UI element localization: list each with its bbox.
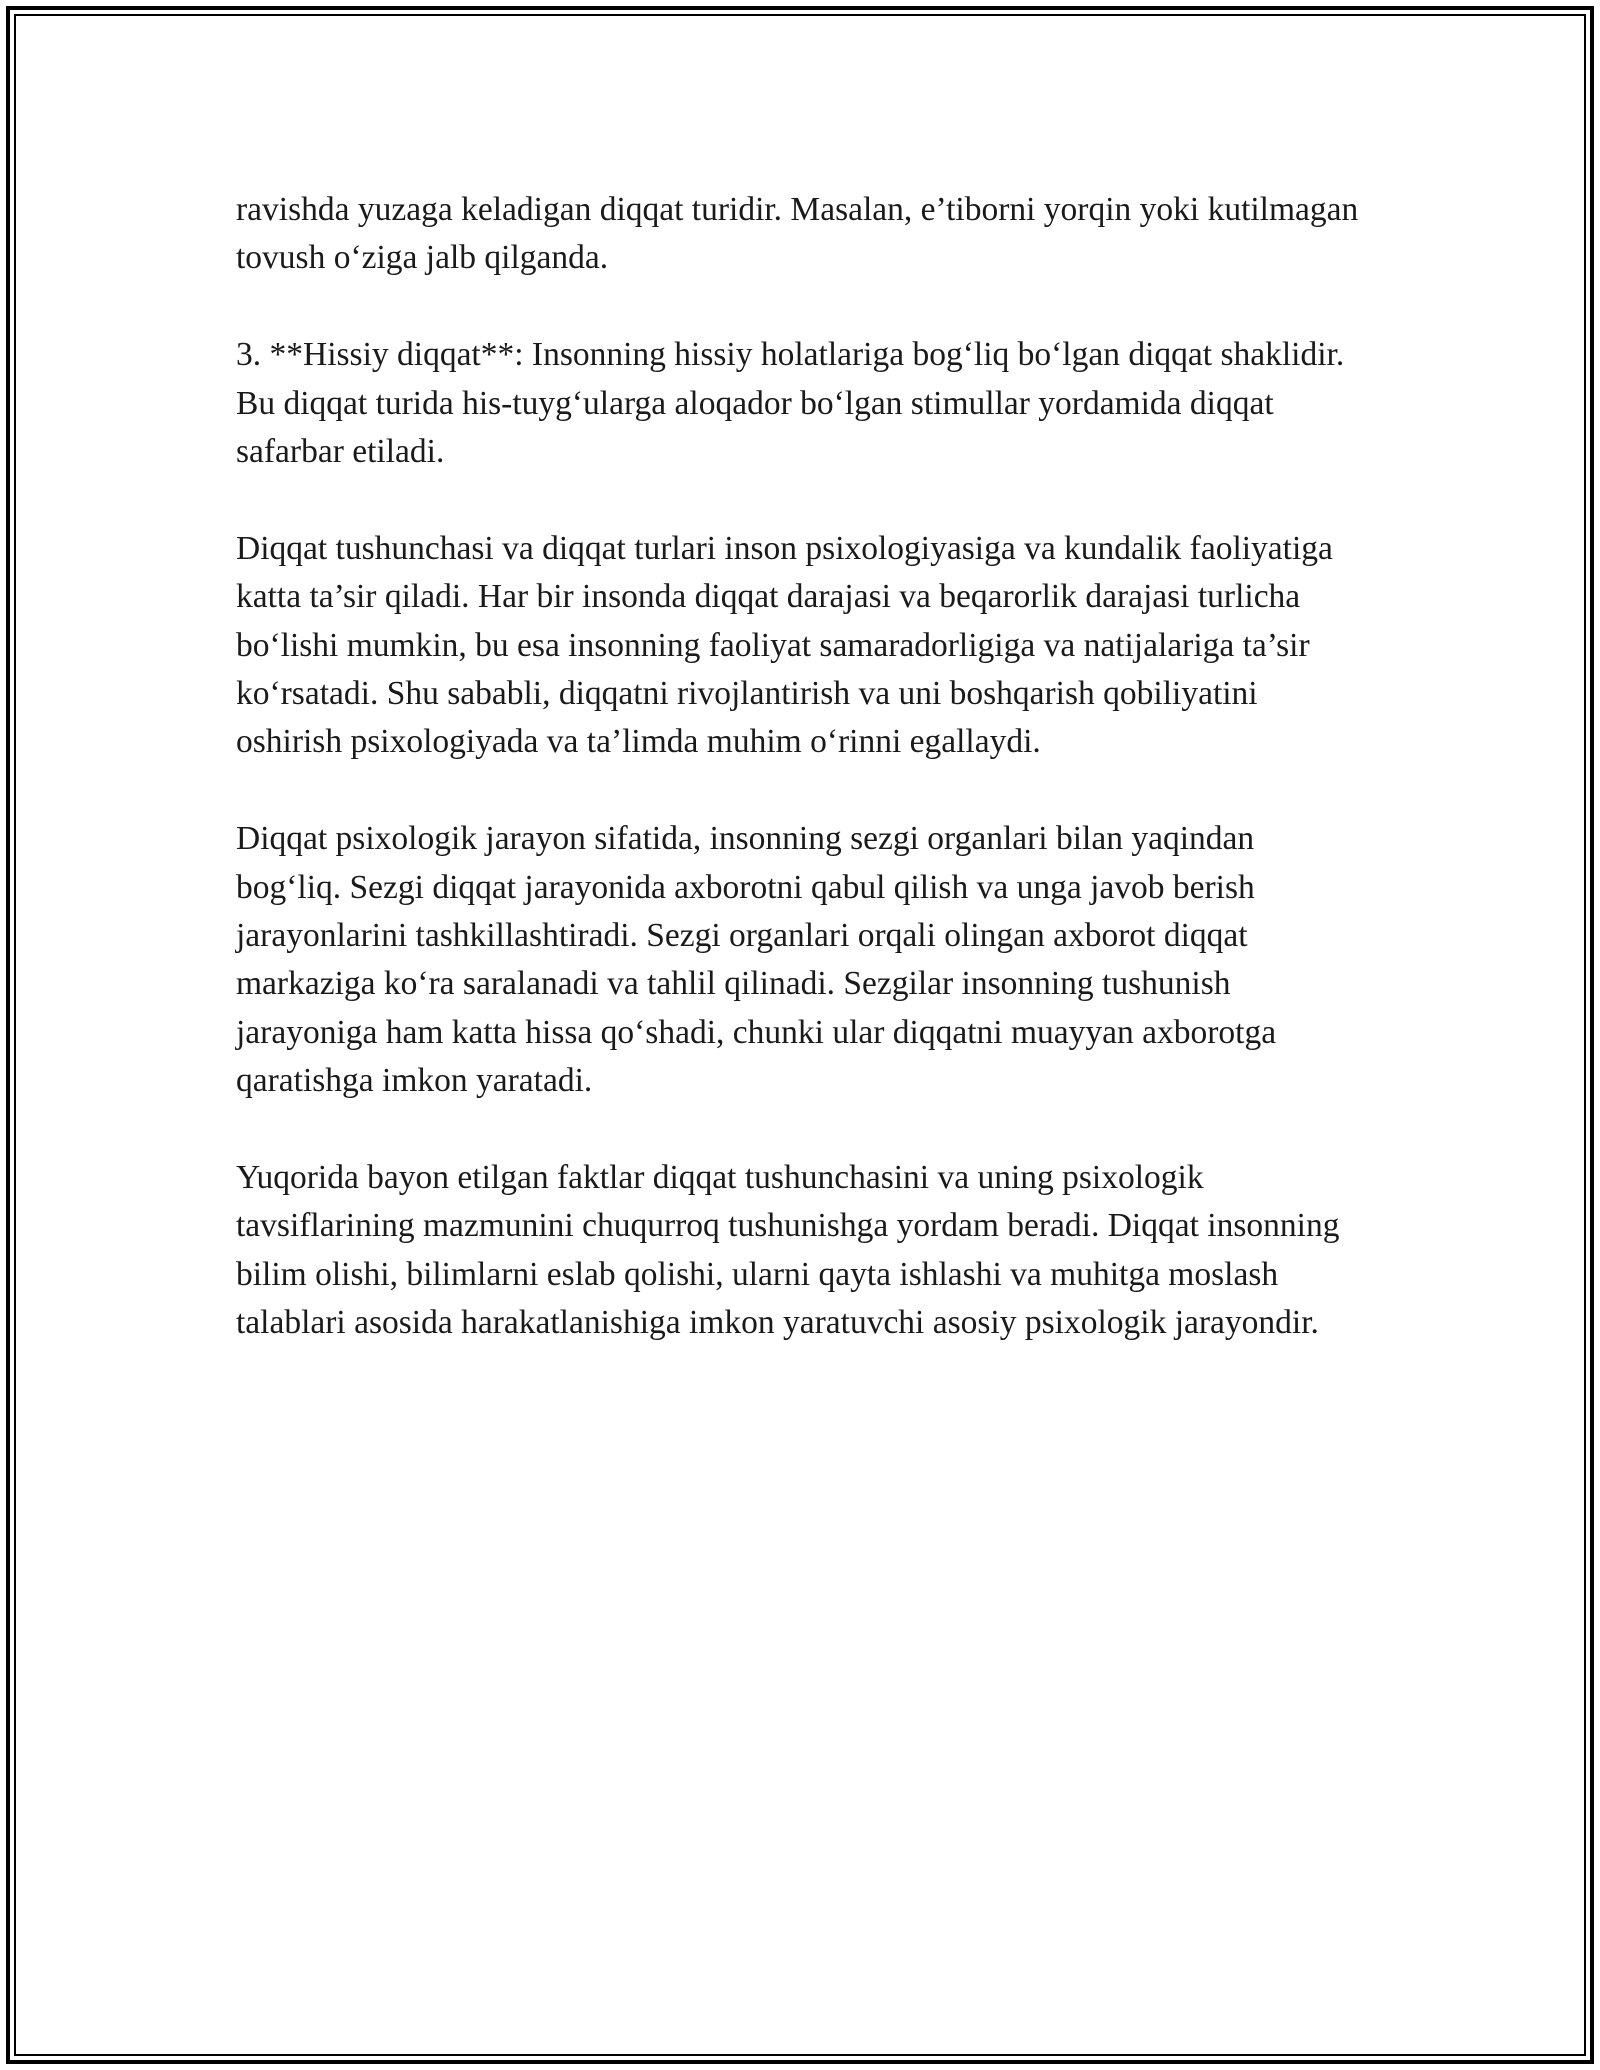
paragraph-attention-and-senses: Diqqat psixologik jarayon sifatida, insonning sezgi organlari bilan yaqindan bog‘liq. Sezgi diqqat jarayonida axborotni qabul qilish va unga javob berish jarayonlarini tashkillashtiradi. Sezgi organlari orqali olingan axborot diqqat markaziga ko‘ra saralanadi va tahlil qilinadi. Sezgilar insonning tushunish jarayoniga ham katta hissa qo‘shadi, chunki ular diqqatni muayyan axborotga qaratishga imkon yaratadi. xyxy=(236,820,1277,1100)
paragraph-attention-impact: Diqqat tushunchasi va diqqat turlari inson psixologiyasiga va kundalik faoliyatiga katta ta’sir qiladi. Har bir insonda diqqat darajasi va beqarorlik darajasi turlicha bo‘lishi mumkin, bu esa insonning faoliyat samaradorligiga va natijalariga ta’sir ko‘rsatadi. Shu sababli, diqqatni rivojlantirish va uni boshqarish qobiliyatini oshirish psixologiyada va ta’limda muhim o‘rinni egallaydi. xyxy=(236,529,1333,761)
paragraph-emotional-attention: 3. **Hissiy diqqat**: Insonning hissiy holatlariga bog‘liq bo‘lgan diqqat shaklidir. Bu diqqat turida his-tuyg‘ularga aloqador bo‘lgan stimullar yordamida diqqat safarbar etiladi. xyxy=(236,336,1345,471)
document-body xyxy=(236,186,1366,1348)
paragraph-conclusion: Yuqorida bayon etilgan faktlar diqqat tushunchasini va uning psixologik tavsiflarining mazmunini chuqurroq tushunishga yordam beradi. Diqqat insonning bilim olishi, bilimlarni eslab qolishi, ularni qayta ishlashi va muhitga moslash talablari asosida harakatlanishiga imkon yaratuvchi asosiy psixologik jarayondir. xyxy=(236,1159,1340,1342)
paragraph-attention-type-continuation: ravishda yuzaga keladigan diqqat turidir. Masalan, e’tiborni yorqin yoki kutilmagan tovush o‘ziga jalb qilganda. xyxy=(236,191,1359,277)
